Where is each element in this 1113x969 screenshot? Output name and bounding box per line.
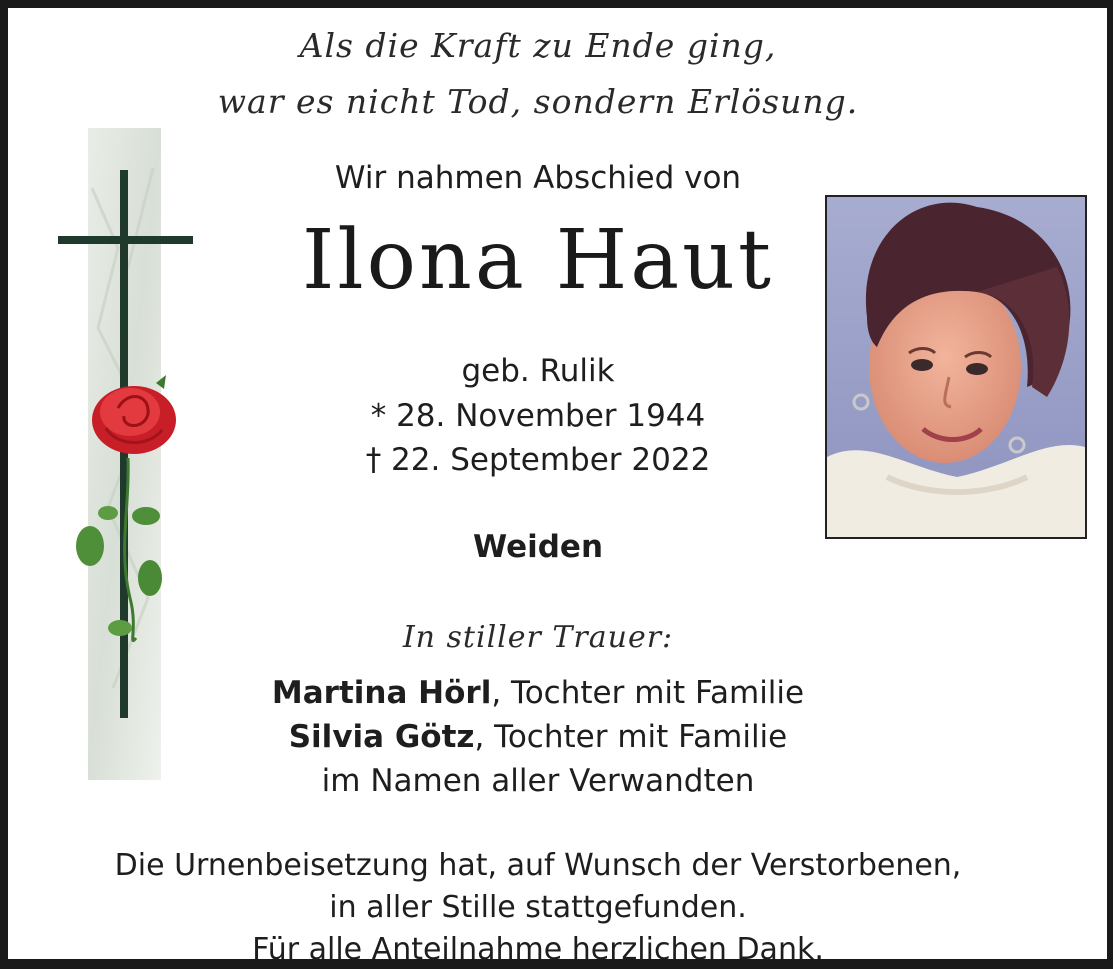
birth-name: geb. Rulik [461,353,615,389]
cross-with-rose-icon [58,128,193,780]
portrait-photo [825,195,1087,539]
footer-line-3: Für alle Anteilnahme herzlichen Dank. [252,932,824,967]
mourner-2-name: Silvia Götz [288,719,475,755]
mourner-1-relation: , Tochter mit Familie [491,675,805,711]
mourner-2-relation: , Tochter mit Familie [474,719,788,755]
footer-line-2: in aller Stille stattgefunden. [329,890,747,925]
death-date: † 22. September 2022 [365,442,711,478]
mourners-closing: im Namen aller Verwandten [321,763,755,799]
quote-line-2: war es nicht Tod, sondern Erlösung. [217,82,859,121]
deceased-name: Ilona Haut [302,213,774,308]
mourner-1-name: Martina Hörl [271,675,492,711]
quote-line-1: Als die Kraft zu Ende ging, [299,26,777,65]
footer-line-1: Die Urnenbeisetzung hat, auf Wunsch der Verstorbenen, [114,848,962,883]
place: Weiden [472,529,604,565]
intro-text: Wir nahmen Abschied von [334,160,742,196]
mourning-heading: In stiller Trauer: [402,620,674,655]
birth-date: * 28. November 1944 [370,398,706,434]
